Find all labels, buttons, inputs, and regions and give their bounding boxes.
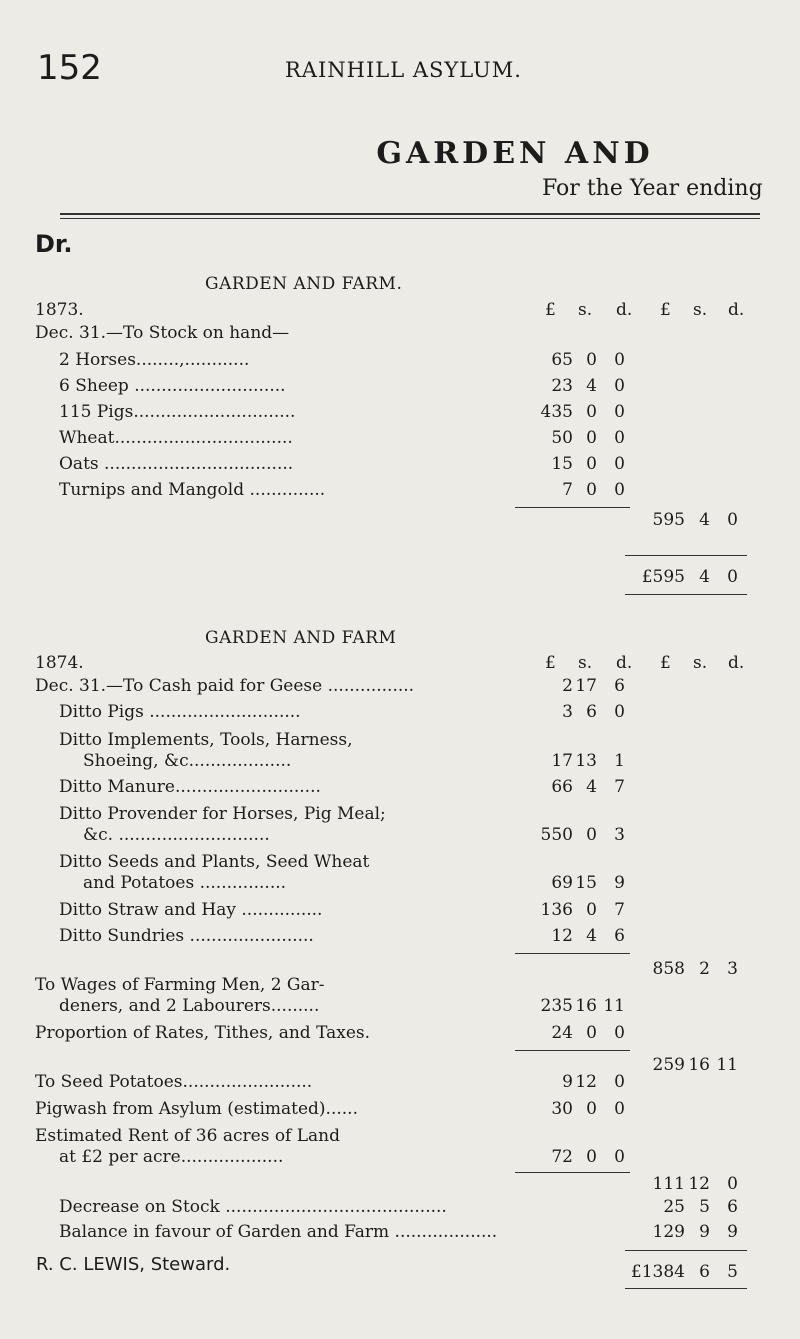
expense-item-label: Ditto Pigs ............................ (59, 702, 301, 722)
section1-rule (515, 507, 630, 508)
expense-item-label-cont: &c. ............................ (83, 825, 270, 845)
expense-item-label-cont: and Potatoes ................ (83, 873, 287, 893)
page-number: 152 (37, 48, 102, 88)
section1-total-pounds: £595 (641, 567, 685, 587)
expense-item-pounds: 2 (562, 676, 573, 696)
col-head-shillings: s. (578, 300, 593, 320)
subtotal3-shillings: 12 (688, 1174, 710, 1194)
stock-item-label: 6 Sheep ............................ (59, 376, 286, 396)
page-subtitle: For the Year ending (542, 176, 763, 201)
expense-item-pence: 6 (614, 926, 625, 946)
balance-label: Balance in favour of Garden and Farm ................... (59, 1222, 498, 1242)
col-head-pounds-2: £ (660, 300, 671, 320)
stock-item-pence: 0 (614, 454, 625, 474)
grand-total-shillings: 6 (699, 1262, 710, 1282)
rent-pence: 0 (614, 1147, 625, 1167)
expense-item-shillings: 0 (586, 825, 597, 845)
subtotal1-shillings: 2 (699, 959, 710, 979)
running-head: RAINHILL ASYLUM. (285, 58, 522, 82)
grand-total-pence: 5 (727, 1262, 738, 1282)
wages-pounds: 235 (540, 996, 573, 1016)
balance-shillings: 9 (699, 1222, 710, 1242)
section2-year: 1874. (35, 653, 84, 673)
rent-pounds: 72 (551, 1147, 573, 1167)
expense-item-label: Ditto Provender for Horses, Pig Meal; (59, 804, 386, 824)
grand-total-pounds: £1384 (630, 1262, 685, 1282)
expense-item-shillings: 17 (575, 676, 597, 696)
pigwash-label: Pigwash from Asylum (estimated)...... (35, 1099, 358, 1119)
expense-item-label: Ditto Manure........................... (59, 777, 321, 797)
expense-item-shillings: 6 (586, 702, 597, 722)
expense-item-pounds: 136 (540, 900, 573, 920)
rates-pence: 0 (614, 1023, 625, 1043)
section1-total-rule-top (625, 555, 747, 556)
seed-pounds: 9 (562, 1072, 573, 1092)
seed-pence: 0 (614, 1072, 625, 1092)
expense-item-pence: 9 (614, 873, 625, 893)
subtotal1-pounds: 858 (652, 959, 685, 979)
balance-pounds: 129 (652, 1222, 685, 1242)
col-head-pence: d. (616, 300, 633, 320)
subtotal1-pence: 3 (727, 959, 738, 979)
stock-item-label: 2 Horses........,............ (59, 350, 250, 370)
section1-subtotal-pounds: 595 (652, 510, 685, 530)
rates-label: Proportion of Rates, Tithes, and Taxes. (35, 1023, 371, 1043)
header-rule-thin (60, 218, 760, 219)
expense-item-label: Ditto Seeds and Plants, Seed Wheat (59, 852, 370, 872)
steward-signature: R. C. LEWIS, Steward. (36, 1254, 231, 1275)
stock-item-pounds: 15 (551, 454, 573, 474)
expense-item-pounds: 550 (540, 825, 573, 845)
rent-label-cont: at £2 per acre................... (59, 1147, 284, 1167)
header-rule (60, 213, 760, 215)
stock-item-shillings: 0 (586, 402, 597, 422)
expense-item-pence: 6 (614, 676, 625, 696)
expense-item-pounds: 66 (551, 777, 573, 797)
wages-shillings: 16 (575, 996, 597, 1016)
decrease-label: Decrease on Stock ......................................... (59, 1197, 447, 1217)
stock-item-pence: 0 (614, 428, 625, 448)
subtotal2-pounds: 259 (652, 1055, 685, 1075)
stock-item-pounds: 65 (551, 350, 573, 370)
stock-item-shillings: 0 (586, 454, 597, 474)
subtotal2-rule (515, 1050, 630, 1051)
expense-item-pounds: 3 (562, 702, 573, 722)
expense-item-pence: 0 (614, 702, 625, 722)
expense-item-shillings: 4 (586, 777, 597, 797)
expense-item-label: Ditto Implements, Tools, Harness, (59, 730, 353, 750)
stock-item-shillings: 0 (586, 480, 597, 500)
pigwash-pence: 0 (614, 1099, 625, 1119)
col-head-pounds-4: £ (660, 653, 671, 673)
stock-item-shillings: 0 (586, 428, 597, 448)
grand-total-rule-top (625, 1250, 747, 1251)
expense-item-shillings: 15 (575, 873, 597, 893)
stock-item-label: 115 Pigs.............................. (59, 402, 296, 422)
section1-heading: GARDEN AND FARM. (205, 274, 403, 294)
seed-label: To Seed Potatoes........................ (35, 1072, 313, 1092)
expense-item-pence: 1 (614, 751, 625, 771)
stock-item-pence: 0 (614, 350, 625, 370)
section1-total-rule-bottom (625, 594, 747, 595)
subtotal2-shillings: 16 (688, 1055, 710, 1075)
expense-item-shillings: 13 (575, 751, 597, 771)
stock-item-pounds: 435 (540, 402, 573, 422)
stock-item-pounds: 23 (551, 376, 573, 396)
debit-label: Dr. (35, 230, 73, 258)
stock-item-label: Turnips and Mangold .............. (59, 480, 326, 500)
rent-shillings: 0 (586, 1147, 597, 1167)
section1-subtotal-pence: 0 (727, 510, 738, 530)
expense-item-label: Ditto Straw and Hay ............... (59, 900, 323, 920)
wages-label: To Wages of Farming Men, 2 Gar- (35, 975, 325, 995)
expense-item-shillings: 4 (586, 926, 597, 946)
seed-shillings: 12 (575, 1072, 597, 1092)
wages-label-cont: deners, and 2 Labourers......... (59, 996, 320, 1016)
pigwash-shillings: 0 (586, 1099, 597, 1119)
page-title: GARDEN AND (376, 136, 654, 171)
section1-total-pence: 0 (727, 567, 738, 587)
expense-item-label-cont: Shoeing, &c................... (83, 751, 292, 771)
expense-item-pounds: 69 (551, 873, 573, 893)
stock-item-shillings: 4 (586, 376, 597, 396)
section1-subtotal-shillings: 4 (699, 510, 710, 530)
expense-item-label: Ditto Sundries ....................... (59, 926, 314, 946)
col-head-shillings-4: s. (693, 653, 708, 673)
col-head-pounds: £ (545, 300, 556, 320)
decrease-shillings: 5 (699, 1197, 710, 1217)
col-head-shillings-2: s. (693, 300, 708, 320)
pigwash-pounds: 30 (551, 1099, 573, 1119)
subtotal1-rule (515, 953, 630, 954)
stock-item-pence: 0 (614, 480, 625, 500)
stock-item-shillings: 0 (586, 350, 597, 370)
section1-date-line: Dec. 31.—To Stock on hand— (35, 323, 290, 343)
expense-item-pounds: 12 (551, 926, 573, 946)
wages-pence: 11 (603, 996, 625, 1016)
col-head-pounds-3: £ (545, 653, 556, 673)
col-head-pence-2: d. (728, 300, 745, 320)
rates-pounds: 24 (551, 1023, 573, 1043)
subtotal3-pence: 0 (727, 1174, 738, 1194)
grand-total-rule-bottom (625, 1288, 747, 1289)
subtotal2-pence: 11 (716, 1055, 738, 1075)
subtotal3-pounds: 111 (652, 1174, 685, 1194)
col-head-shillings-3: s. (578, 653, 593, 673)
expense-item-pence: 7 (614, 900, 625, 920)
section1-total-shillings: 4 (699, 567, 710, 587)
expense-item-label: Dec. 31.—To Cash paid for Geese ................ (35, 676, 415, 696)
expense-item-pounds: 17 (551, 751, 573, 771)
expense-item-pence: 3 (614, 825, 625, 845)
section1-year: 1873. (35, 300, 84, 320)
stock-item-pence: 0 (614, 376, 625, 396)
decrease-pounds: 25 (663, 1197, 685, 1217)
section2-heading: GARDEN AND FARM (205, 628, 397, 648)
rent-label: Estimated Rent of 36 acres of Land (35, 1126, 341, 1146)
decrease-pence: 6 (727, 1197, 738, 1217)
stock-item-label: Oats ................................... (59, 454, 294, 474)
stock-item-pounds: 7 (562, 480, 573, 500)
stock-item-pounds: 50 (551, 428, 573, 448)
expense-item-pence: 7 (614, 777, 625, 797)
expense-item-shillings: 0 (586, 900, 597, 920)
rates-shillings: 0 (586, 1023, 597, 1043)
stock-item-label: Wheat................................. (59, 428, 293, 448)
col-head-pence-4: d. (728, 653, 745, 673)
subtotal3-rule (515, 1172, 630, 1173)
balance-pence: 9 (727, 1222, 738, 1242)
stock-item-pence: 0 (614, 402, 625, 422)
col-head-pence-3: d. (616, 653, 633, 673)
